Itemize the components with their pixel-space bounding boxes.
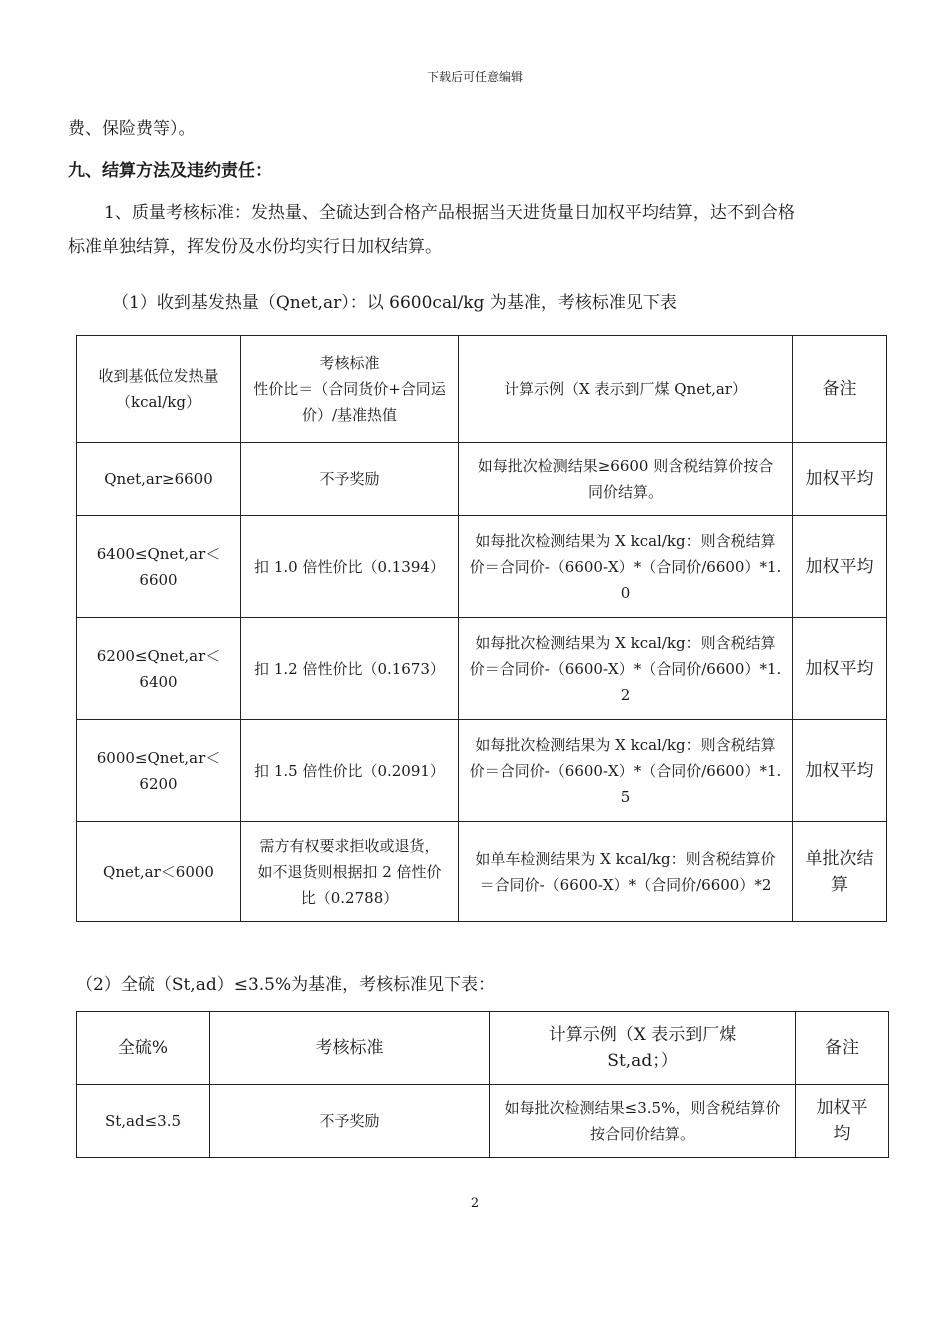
header-assessment-standard: 考核标准 bbox=[210, 1012, 490, 1085]
row-remark: 单批次结 算 bbox=[793, 822, 887, 922]
table-row bbox=[77, 1085, 889, 1158]
row-example: 如每批次检测结果≥6600 则含税结算价按合 同价结算。 bbox=[459, 443, 793, 516]
row-condition: 6200≤Qnet,ar＜6400 bbox=[77, 618, 241, 720]
paragraph-calorific-intro: （1）收到基发热量（Qnet,ar）：以 6600cal/kg 为基准，考核标准见下表 bbox=[112, 293, 677, 313]
row-condition: St,ad≤3.5 bbox=[77, 1085, 210, 1158]
paragraph-quality-standard-line1: 1、质量考核标准：发热量、全硫达到合格产品根据当天进货量日加权平均结算，达不到合格 bbox=[104, 203, 795, 223]
header-remarks: 备注 bbox=[796, 1012, 889, 1085]
row-condition: Qnet,ar≥6600 bbox=[77, 443, 241, 516]
page-number: 2 bbox=[470, 1196, 480, 1211]
header-assessment-standard: 考核标准 性价比＝（合同货价+合同运 价）/基准热值 bbox=[241, 336, 459, 443]
header-calorific-value: 收到基低位发热量 （kcal/kg） bbox=[77, 336, 241, 443]
paragraph-fees: 费、保险费等）。 bbox=[68, 119, 196, 139]
row-example: 如每批次检测结果≤3.5%，则含税结算价 按合同价结算。 bbox=[490, 1085, 796, 1158]
row-condition: 6000≤Qnet,ar＜6200 bbox=[77, 720, 241, 822]
row-standard: 扣 1.2 倍性价比（0.1673） bbox=[241, 618, 459, 720]
row-example: 如每批次检测结果为 X kcal/kg：则含税结算 价＝合同价-（6600-X）*（合同价/6600）*1. 2 bbox=[459, 618, 793, 720]
header-remarks: 备注 bbox=[793, 336, 887, 443]
row-remark: 加权平均 bbox=[793, 443, 887, 516]
table-row bbox=[77, 618, 887, 720]
row-remark: 加权平均 bbox=[793, 618, 887, 720]
row-remark: 加权平 均 bbox=[796, 1085, 889, 1158]
row-standard: 需方有权要求拒收或退货， 如不退货则根据扣 2 倍性价 比（0.2788） bbox=[241, 822, 459, 922]
table-row bbox=[77, 443, 887, 516]
row-example: 如每批次检测结果为 X kcal/kg：则含税结算 价＝合同价-（6600-X）*（合同价/6600）*1. 0 bbox=[459, 516, 793, 618]
row-standard: 不予奖励 bbox=[210, 1085, 490, 1158]
row-standard: 扣 1.0 倍性价比（0.1394） bbox=[241, 516, 459, 618]
table-header-row bbox=[77, 336, 887, 443]
row-condition: Qnet,ar＜6000 bbox=[77, 822, 241, 922]
table-header-row bbox=[77, 1012, 889, 1085]
paragraph-quality-standard-line2: 标准单独结算，挥发份及水份均实行日加权结算。 bbox=[68, 237, 442, 257]
row-remark: 加权平均 bbox=[793, 720, 887, 822]
sulfur-table bbox=[76, 1011, 889, 1158]
row-standard: 扣 1.5 倍性价比（0.2091） bbox=[241, 720, 459, 822]
header-calculation-example: 计算示例（X 表示到厂煤 St,ad；） bbox=[490, 1012, 796, 1085]
calorific-value-table bbox=[76, 335, 887, 922]
row-example: 如单车检测结果为 X kcal/kg：则含税结算价 ＝合同价-（6600-X）*（合同价/6600）*2 bbox=[459, 822, 793, 922]
table-row bbox=[77, 720, 887, 822]
row-condition: 6400≤Qnet,ar＜6600 bbox=[77, 516, 241, 618]
page-header: 下载后可任意编辑 bbox=[426, 70, 523, 84]
table-row bbox=[77, 822, 887, 922]
section-heading-settlement: 九、结算方法及违约责任： bbox=[68, 161, 272, 181]
row-example: 如每批次检测结果为 X kcal/kg：则含税结算 价＝合同价-（6600-X）*（合同价/6600）*1. 5 bbox=[459, 720, 793, 822]
table-row bbox=[77, 516, 887, 618]
header-calculation-example: 计算示例（X 表示到厂煤 Qnet,ar） bbox=[459, 336, 793, 443]
header-total-sulfur: 全硫% bbox=[77, 1012, 210, 1085]
paragraph-sulfur-intro: （2）全硫（St,ad）≤3.5%为基准，考核标准见下表： bbox=[76, 975, 496, 995]
row-standard: 不予奖励 bbox=[241, 443, 459, 516]
row-remark: 加权平均 bbox=[793, 516, 887, 618]
